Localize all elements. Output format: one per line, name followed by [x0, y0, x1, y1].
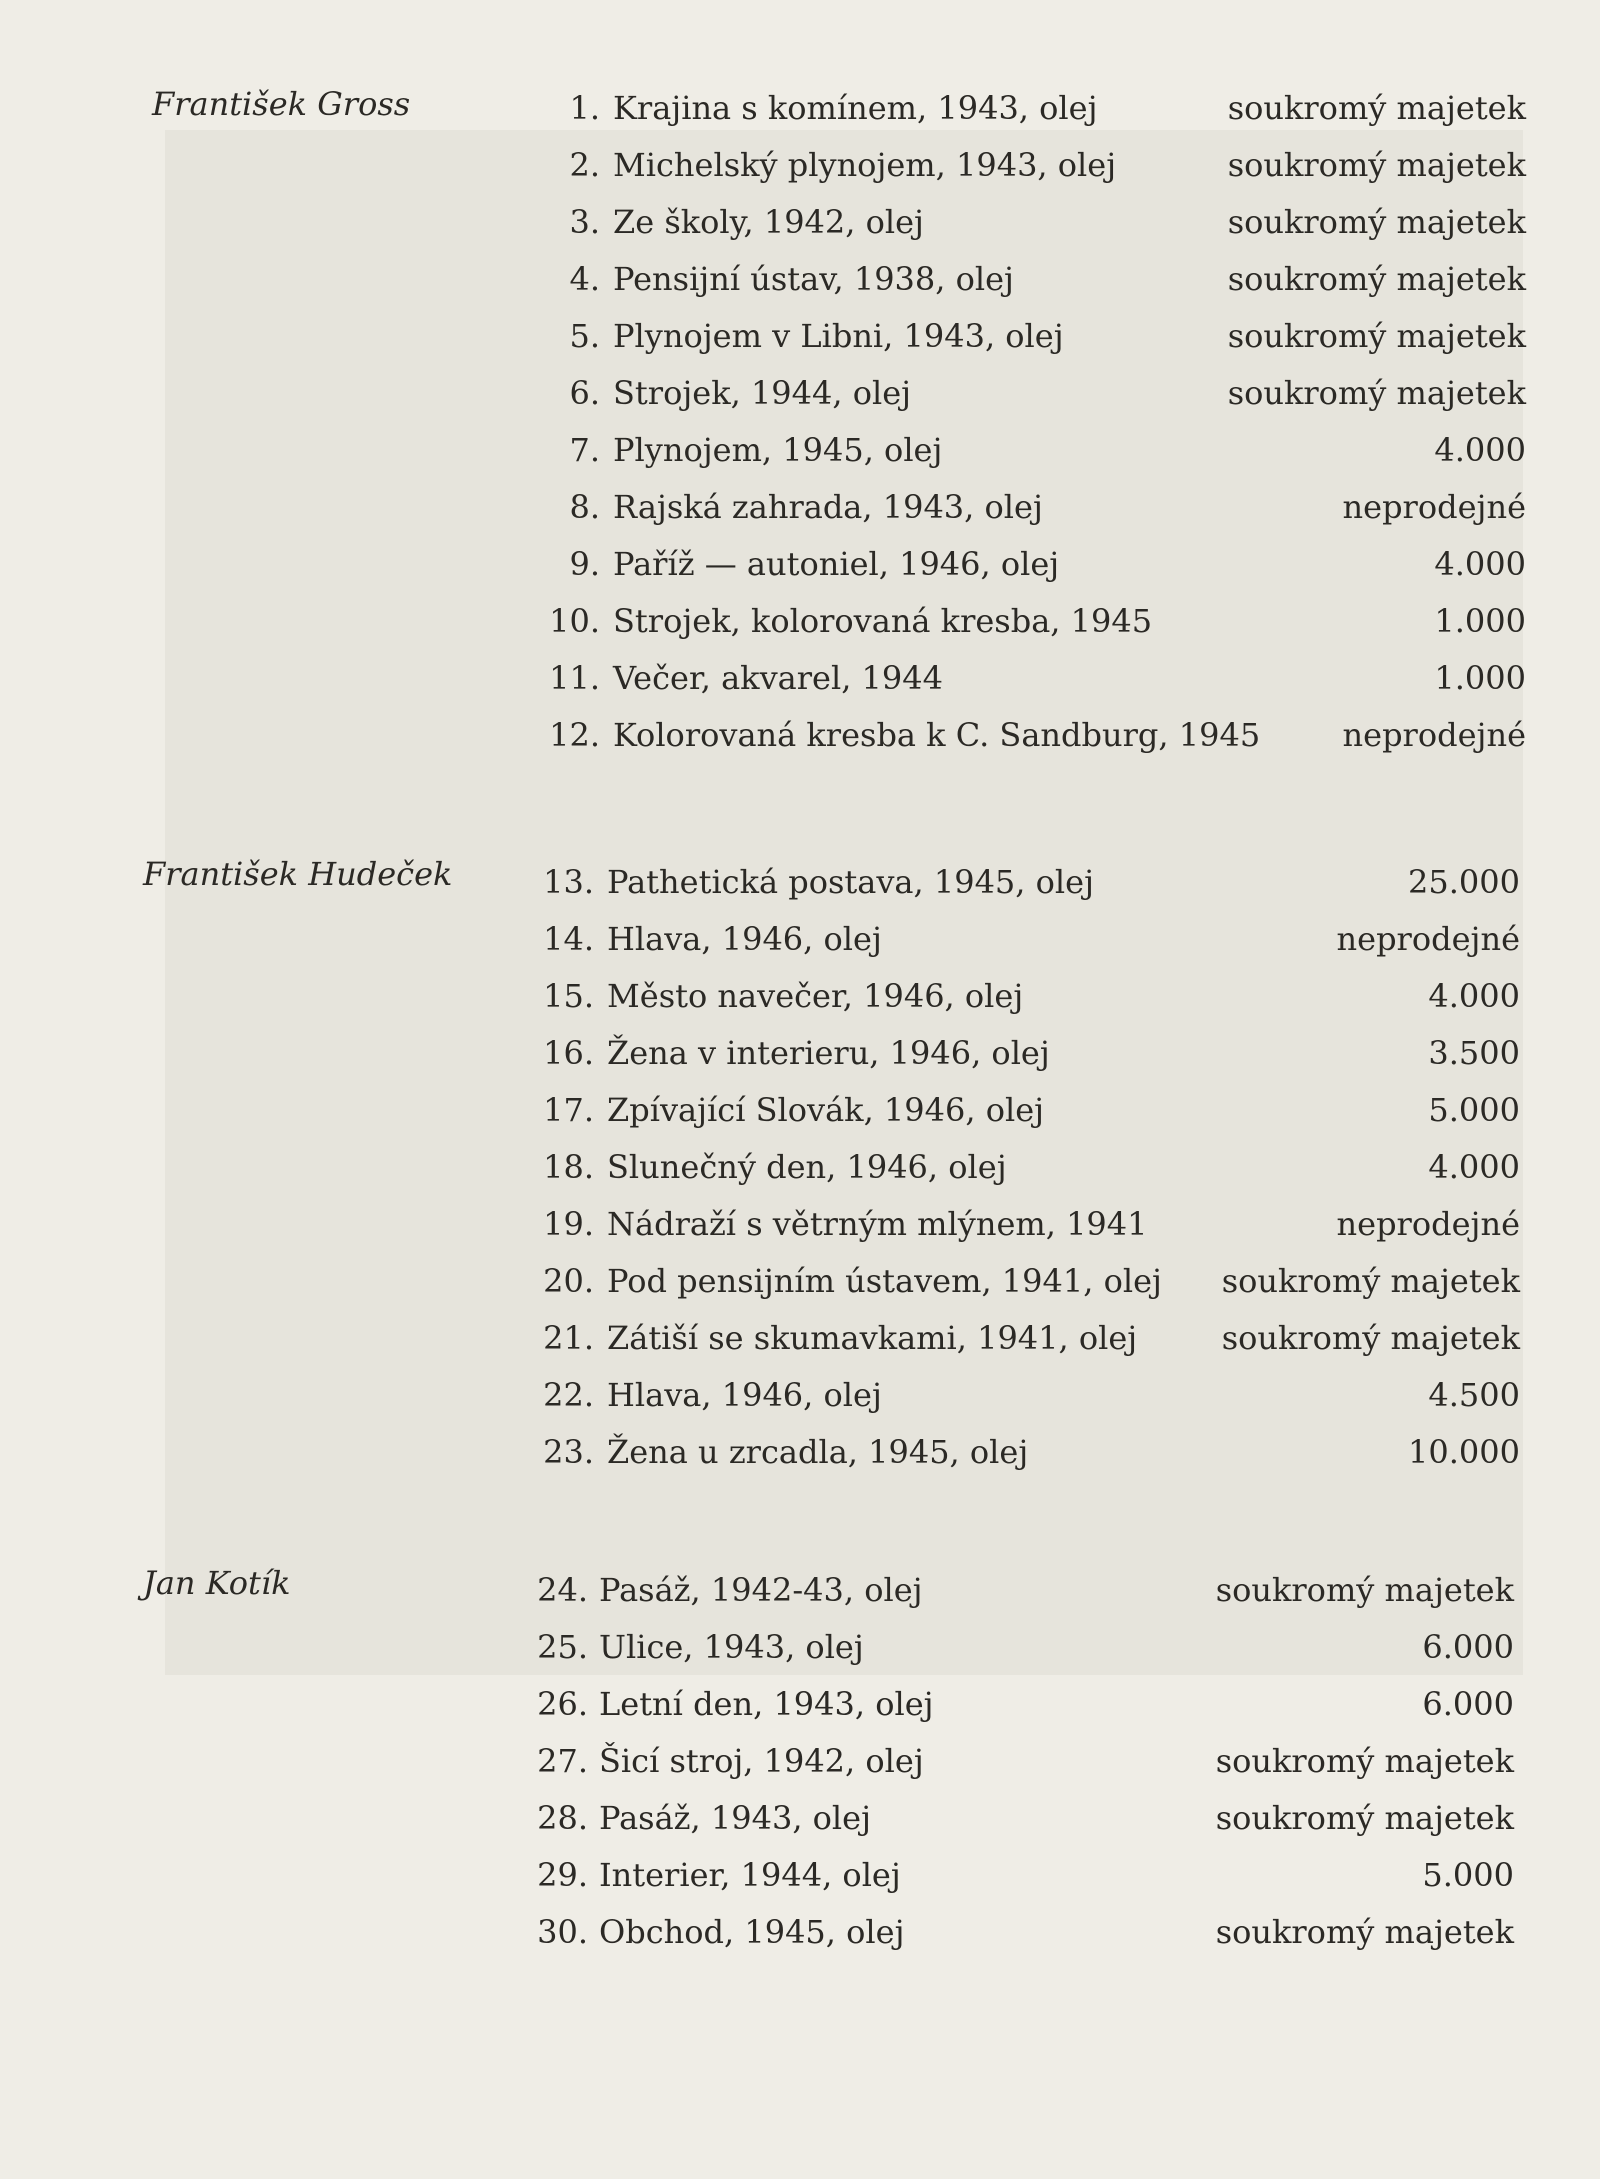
- item-price: soukromý majetek: [1221, 1262, 1520, 1300]
- item-price: 4.000: [1434, 431, 1526, 469]
- item-price: soukromý majetek: [1227, 260, 1526, 298]
- item-price: soukromý majetek: [1227, 203, 1526, 241]
- item-price: soukromý majetek: [1227, 374, 1526, 412]
- item-number: 14.: [543, 920, 594, 958]
- list-item: [0, 487, 1600, 544]
- list-item: [0, 919, 1600, 976]
- item-number: 17.: [543, 1091, 594, 1129]
- list-item: [0, 1855, 1600, 1912]
- list-item: [0, 202, 1600, 259]
- item-number: 9.: [569, 545, 600, 583]
- item-title: Ulice, 1943, olej: [599, 1628, 864, 1666]
- item-price: 6.000: [1422, 1685, 1514, 1723]
- item-number: 8.: [569, 488, 600, 526]
- item-price: soukromý majetek: [1227, 89, 1526, 127]
- item-title: Pasáž, 1942-43, olej: [599, 1571, 923, 1609]
- item-title: Pasáž, 1943, olej: [599, 1799, 872, 1837]
- item-number: 13.: [543, 863, 594, 901]
- item-title: Strojek, 1944, olej: [613, 374, 912, 412]
- item-price: 25.000: [1408, 863, 1520, 901]
- list-item: [0, 1684, 1600, 1741]
- item-number: 16.: [543, 1034, 594, 1072]
- artist-name: František Gross: [152, 85, 411, 123]
- list-item: [0, 715, 1600, 772]
- list-item: [0, 658, 1600, 715]
- item-title: Hlava, 1946, olej: [607, 920, 882, 958]
- item-number: 21.: [543, 1319, 594, 1357]
- item-title: Pensijní ústav, 1938, olej: [613, 260, 1014, 298]
- list-item: [0, 1570, 1600, 1627]
- item-number: 25.: [537, 1628, 588, 1666]
- item-title: Ze školy, 1942, olej: [613, 203, 924, 241]
- list-item: [0, 862, 1600, 919]
- item-title: Zpívající Slovák, 1946, olej: [607, 1091, 1045, 1129]
- list-item: [0, 601, 1600, 658]
- list-item: [0, 976, 1600, 1033]
- item-price: 1.000: [1434, 659, 1526, 697]
- list-item: [0, 1741, 1600, 1798]
- list-item: [0, 1090, 1600, 1147]
- artist-name: Jan Kotík: [143, 1564, 291, 1602]
- list-item: [0, 1147, 1600, 1204]
- item-price: 6.000: [1422, 1628, 1514, 1666]
- item-title: Večer, akvarel, 1944: [613, 659, 943, 697]
- list-item: [0, 1627, 1600, 1684]
- item-price: 5.000: [1428, 1091, 1520, 1129]
- item-price: soukromý majetek: [1215, 1571, 1514, 1609]
- list-item: [0, 1261, 1600, 1318]
- item-number: 12.: [549, 716, 600, 754]
- item-price: neprodejné: [1336, 920, 1520, 958]
- item-number: 27.: [537, 1742, 588, 1780]
- item-number: 5.: [569, 317, 600, 355]
- list-item: [0, 259, 1600, 316]
- item-number: 11.: [549, 659, 600, 697]
- item-title: Slunečný den, 1946, olej: [607, 1148, 1007, 1186]
- item-number: 23.: [543, 1433, 594, 1471]
- list-item: [0, 1912, 1600, 1969]
- list-item: [0, 1033, 1600, 1090]
- item-title: Zátiší se skumavkami, 1941, olej: [607, 1319, 1138, 1357]
- item-price: soukromý majetek: [1215, 1799, 1514, 1837]
- list-item: [0, 1375, 1600, 1432]
- item-title: Hlava, 1946, olej: [607, 1376, 882, 1414]
- item-title: Pathetická postava, 1945, olej: [607, 863, 1094, 901]
- item-number: 4.: [569, 260, 600, 298]
- item-number: 10.: [549, 602, 600, 640]
- item-title: Plynojem v Libni, 1943, olej: [613, 317, 1064, 355]
- item-title: Žena u zrcadla, 1945, olej: [607, 1433, 1029, 1471]
- list-item: [0, 1318, 1600, 1375]
- item-title: Interier, 1944, olej: [599, 1856, 901, 1894]
- item-price: neprodejné: [1342, 716, 1526, 754]
- list-item: [0, 430, 1600, 487]
- item-price: soukromý majetek: [1215, 1742, 1514, 1780]
- list-item: [0, 1798, 1600, 1855]
- item-number: 15.: [543, 977, 594, 1015]
- list-item: [0, 316, 1600, 373]
- item-price: soukromý majetek: [1215, 1913, 1514, 1951]
- item-title: Paříž — autoniel, 1946, olej: [613, 545, 1060, 583]
- item-title: Letní den, 1943, olej: [599, 1685, 934, 1723]
- item-number: 22.: [543, 1376, 594, 1414]
- item-price: 4.000: [1428, 1148, 1520, 1186]
- artist-name: František Hudeček: [143, 855, 453, 893]
- item-title: Pod pensijním ústavem, 1941, olej: [607, 1262, 1162, 1300]
- item-price: 4.500: [1428, 1376, 1520, 1414]
- list-item: [0, 373, 1600, 430]
- item-price: 5.000: [1422, 1856, 1514, 1894]
- item-number: 24.: [537, 1571, 588, 1609]
- item-title: Michelský plynojem, 1943, olej: [613, 146, 1117, 184]
- item-price: soukromý majetek: [1221, 1319, 1520, 1357]
- item-number: 6.: [569, 374, 600, 412]
- item-number: 30.: [537, 1913, 588, 1951]
- item-number: 29.: [537, 1856, 588, 1894]
- list-item: [0, 1204, 1600, 1261]
- list-item: [0, 88, 1600, 145]
- item-number: 7.: [569, 431, 600, 469]
- list-item: [0, 1432, 1600, 1489]
- item-price: soukromý majetek: [1227, 146, 1526, 184]
- item-title: Nádraží s větrným mlýnem, 1941: [607, 1205, 1148, 1243]
- item-title: Město navečer, 1946, olej: [607, 977, 1024, 1015]
- item-number: 26.: [537, 1685, 588, 1723]
- item-title: Strojek, kolorovaná kresba, 1945: [613, 602, 1153, 640]
- item-title: Šicí stroj, 1942, olej: [599, 1742, 924, 1780]
- list-item: [0, 145, 1600, 202]
- item-title: Obchod, 1945, olej: [599, 1913, 905, 1951]
- item-title: Kolorovaná kresba k C. Sandburg, 1945: [613, 716, 1261, 754]
- item-number: 2.: [569, 146, 600, 184]
- item-price: 1.000: [1434, 602, 1526, 640]
- item-title: Rajská zahrada, 1943, olej: [613, 488, 1043, 526]
- item-number: 20.: [543, 1262, 594, 1300]
- item-title: Krajina s komínem, 1943, olej: [613, 89, 1098, 127]
- item-number: 18.: [543, 1148, 594, 1186]
- item-price: neprodejné: [1342, 488, 1526, 526]
- item-price: neprodejné: [1336, 1205, 1520, 1243]
- item-price: 4.000: [1434, 545, 1526, 583]
- item-number: 3.: [569, 203, 600, 241]
- item-title: Žena v interieru, 1946, olej: [607, 1034, 1050, 1072]
- item-title: Plynojem, 1945, olej: [613, 431, 943, 469]
- item-price: 4.000: [1428, 977, 1520, 1015]
- item-price: 3.500: [1428, 1034, 1520, 1072]
- list-item: [0, 544, 1600, 601]
- item-number: 19.: [543, 1205, 594, 1243]
- item-number: 28.: [537, 1799, 588, 1837]
- item-price: soukromý majetek: [1227, 317, 1526, 355]
- item-number: 1.: [569, 89, 600, 127]
- item-price: 10.000: [1408, 1433, 1520, 1471]
